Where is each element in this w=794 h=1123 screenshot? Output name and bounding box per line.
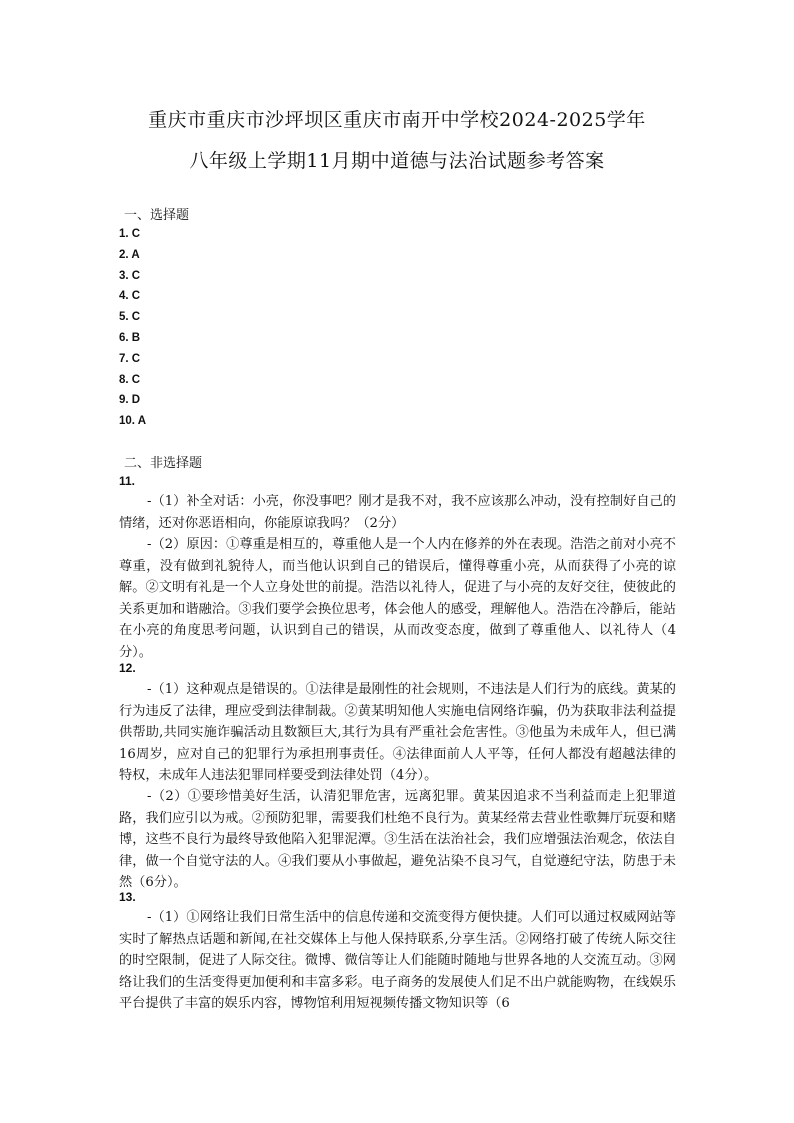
choice-answer: 1. C [119, 228, 141, 240]
choice-answer: 3. C [119, 269, 141, 282]
section-heading-non-choice: 二、非选择题 [124, 456, 203, 471]
question-number: 12. [119, 661, 136, 675]
choice-answer: 9. D [119, 394, 141, 407]
choice-answer-list [119, 224, 146, 432]
choice-answer: 4. C [119, 290, 141, 303]
answer-paragraph: -（1）①网络让我们日常生活中的信息传递和交流变得方便快捷。人们可以通过权威网站等实时了解热点话题和新闻,在社交媒体上与他人保持联系,分享生活。②网络打破了传统人际交往的时空限制，促进了人际交往。微博、微信等让人们能随时随地与世界各地的人交流互动。③网络让我们的生活变得更加便利和丰富多彩。电子商务的发展使人们足不出户就能购物，在线娱乐平台提供了丰富的娱乐内容，博物馆利用短视频传播文物知识等（6 [119, 910, 676, 1011]
document-title-line-1: 重庆市重庆市沙坪坝区重庆市南开中学校2024-2025学年 [148, 109, 646, 131]
question-number: 11. [119, 474, 136, 488]
document-title-line-2: 八年级上学期11月期中道德与法治试题参考答案 [189, 150, 605, 172]
choice-answer: 2. A [119, 248, 140, 261]
choice-answer: 10. A [119, 415, 147, 428]
choice-answer: 6. B [119, 331, 141, 344]
answer-paragraph: -（2）原因：①尊重是相互的，尊重他人是一个人内在修养的外在表现。浩浩之前对小亮不尊重，没有做到礼貌待人，而当他认识到自己的错误后，懂得尊重小亮，从而获得了小亮的谅解。②文明有礼是一个人立身处世的前提。浩浩以礼待人，促进了与小亮的友好交往，使彼此的关系更加和谐融洽。③我们要学会换位思考，体会他人的感受，理解他人。浩浩在冷静后，能站在小亮的角度思考问题，认识到自己的错误，从而改变态度，做到了尊重他人、以礼待人（4分）。 [119, 537, 676, 660]
question-number: 13. [119, 890, 136, 904]
answer-paragraph: -（2）①要珍惜美好生活，认清犯罪危害，远离犯罪。黄某因追求不当利益而走上犯罪道路，我们应引以为戒。②预防犯罪，需要我们杜绝不良行为。黄某经常去营业性歌舞厅玩耍和赌博，这些不良行为最终导致他陷入犯罪泥潭。③生活在法治社会，我们应增强法治观念，依法自律，做一个自觉守法的人。④我们要从小事做起，避免沾染不良习气，自觉遵纪守法，防患于未然（6分）。 [119, 789, 676, 890]
answer-paragraph: -（1）这种观点是错误的。①法律是最刚性的社会规则，不违法是人们行为的底线。黄某的行为违反了法律，理应受到法律制裁。②黄某明知他人实施电信网络诈骗，仍为获取非法利益提供帮助,共同实施诈骗活动且数额巨大,其行为具有严重社会危害性。③他虽为未成年人，但已满16周岁，应对自己的犯罪行为承担刑事责任。④法律面前人人平等，任何人都没有超越法律的特权，未成年人违法犯罪同样要受到法律处罚（4分）。 [119, 682, 676, 783]
section-heading-multiple-choice: 一、选择题 [124, 208, 190, 223]
choice-answer: 8. C [119, 373, 141, 386]
choice-answer: 5. C [119, 311, 141, 324]
choice-answer: 7. C [119, 352, 141, 365]
answer-paragraph: -（1）补全对话：小亮，你没事吧？刚才是我不对，我不应该那么冲动，没有控制好自己的情绪，还对你恶语相向，你能原谅我吗？（2分） [119, 494, 676, 531]
